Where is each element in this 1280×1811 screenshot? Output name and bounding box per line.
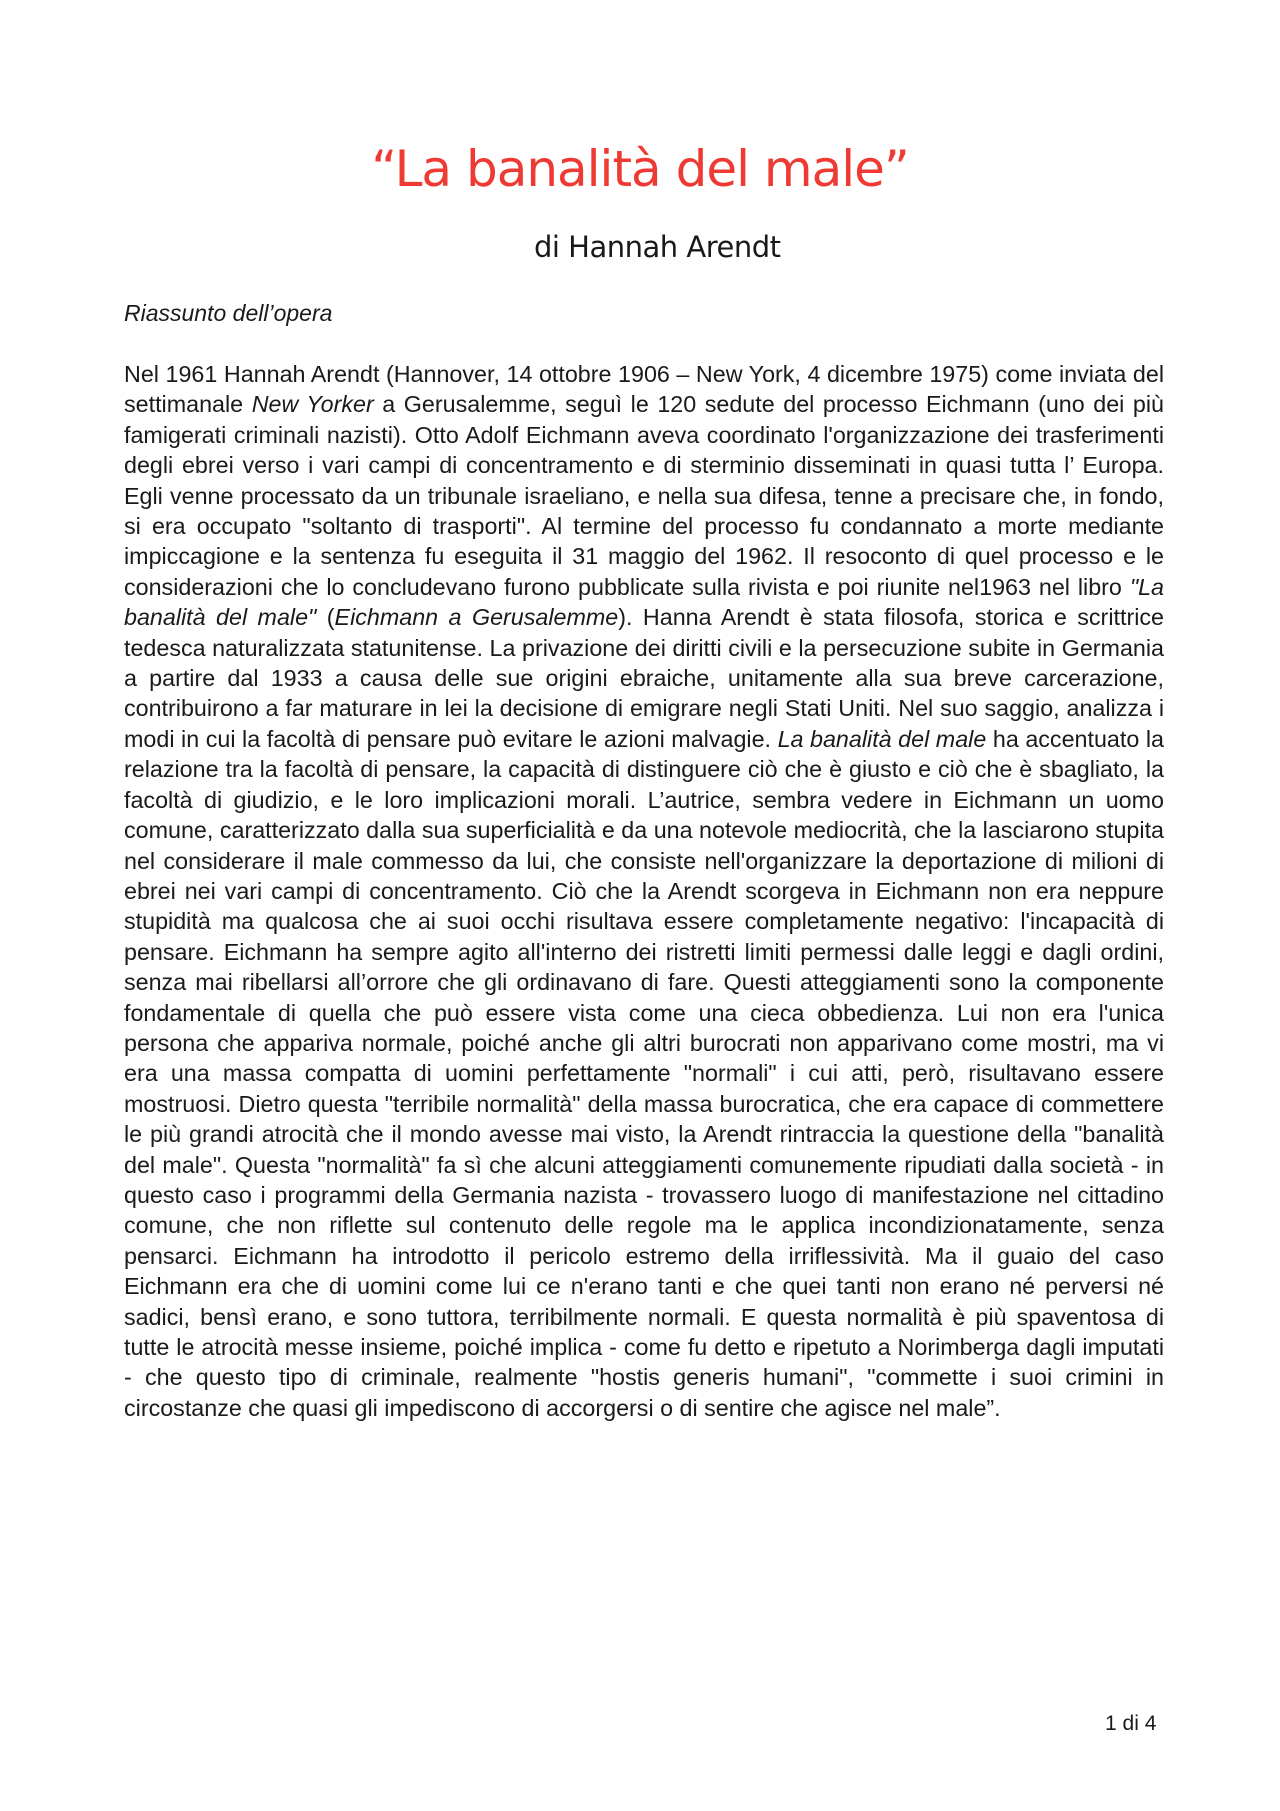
body-text-segment: Nel 1961 Hannah Arendt (Hannover, 14 ottobre 1906 – New York, 4 dicembre 1975) come inviata del settimanale bbox=[124, 361, 1164, 418]
body-text-segment: ha accentuato la relazione tra la facoltà di pensare, la capacità di distinguere ciò che è giusto e ciò che è sbagliato, la facoltà di giudizio, e le loro implicazioni morali. L’autrice, sembra vedere in Eichmann un uomo comune, caratterizzato dalla sua superficialità e da una notevole mediocrità, che la lasciarono stupita nel considerare il male commesso da lui, che consiste nell'organizzare la deportazione di milioni di ebrei nei vari campi di concentramento. Ciò che la Arendt scorgeva in Eichmann non era neppure stupidità ma qualcosa che ai suoi occhi risultava essere completamente negativo: l'incapacità di pensare. Eichmann ha sempre agito all'interno dei ristretti limiti permessi dalle leggi e dagli ordini, senza mai ribellarsi all’orrore che gli ordinavano di fare. Questi atteggiamenti sono la componente fondamentale di quella che può essere vista come una cieca obbedienza. Lui non era l'unica persona che appariva normale, poiché anche gli altri burocrati non apparivano come mostri, ma vi era una massa compatta di uomini perfettamente "normali" i cui atti, però, risultavano essere mostruosi. Dietro questa "terribile normalità" della massa burocratica, che era capace di commettere le più grandi atrocità che il mondo avesse mai visto, la Arendt rintraccia la questione della "banalità del male". Questa "normalità" fa sì che alcuni atteggiamenti comunemente ripudiati dalla società - in questo caso i programmi della Germania nazista - trovassero luogo di manifestazione nel cittadino comune, che non riflette sul contenuto delle regole ma le applica incondizionatamente, senza pensarci. Eichmann ha introdotto il pericolo estremo della irriflessività. Ma il guaio del caso Eichmann era che di uomini come lui ce n'erano tanti e che quei tanti non erano né perversi né sadici, bensì erano, e sono tuttora, terribilmente normali. E questa normalità è più spaventosa di tutte le atrocità messe insieme, poiché implica - come fu detto e ripetuto a Norimberga dagli imputati - che questo tipo di criminale, realmente "hostis generis humani", "commette i suoi crimini in circostanze che quasi gli impediscono di accorgersi o di sentire che agisce nel male”. bbox=[124, 725, 1164, 1421]
body-text-segment: ( bbox=[316, 604, 335, 631]
document-title: “La banalità del male” bbox=[371, 140, 909, 198]
body-paragraph bbox=[124, 359, 1164, 1423]
body-emphasis: Eichmann a Gerusalemme bbox=[334, 604, 619, 631]
body-emphasis: New Yorker bbox=[251, 391, 374, 418]
page-number: 1 di 4 bbox=[1105, 1712, 1157, 1735]
section-label: Riassunto dell’opera bbox=[124, 300, 333, 326]
body-text-segment: ). Hanna Arendt è stata filosofa, storica e scrittrice tedesca naturalizzata statunitense. La privazione dei diritti civili e la persecuzione subite in Germania a partire dal 1933 a causa delle sue origini ebraiche, unitamente alla sua breve carcerazione, contribuirono a far maturare in lei la decisione di emigrare negli Stati Uniti. Nel suo saggio, analizza i modi in cui la facoltà di pensare può evitare le azioni malvagie. bbox=[124, 604, 1164, 752]
body-text-segment: a Gerusalemme, seguì le 120 sedute del processo Eichmann (uno dei più famigerati criminali nazisti). Otto Adolf Eichmann aveva coordinato l'organizzazione dei trasferimenti degli ebrei verso i vari campi di concentramento e di sterminio disseminati in quasi tutta l’ Europa. Egli venne processato da un tribunale israeliano, e nella sua difesa, tenne a precisare che, in fondo, si era occupato "soltanto di trasporti". Al termine del processo fu condannato a morte mediante impiccagione e la sentenza fu eseguita il 31 maggio del 1962. Il resoconto di quel processo e le considerazioni che lo concludevano furono pubblicate sulla rivista e poi riunite nel1963 nel libro bbox=[124, 391, 1164, 600]
document-author: di Hannah Arendt bbox=[534, 230, 781, 264]
body-emphasis: La banalità del male bbox=[777, 725, 987, 752]
body-emphasis: "La banalità del male" bbox=[124, 573, 1164, 631]
